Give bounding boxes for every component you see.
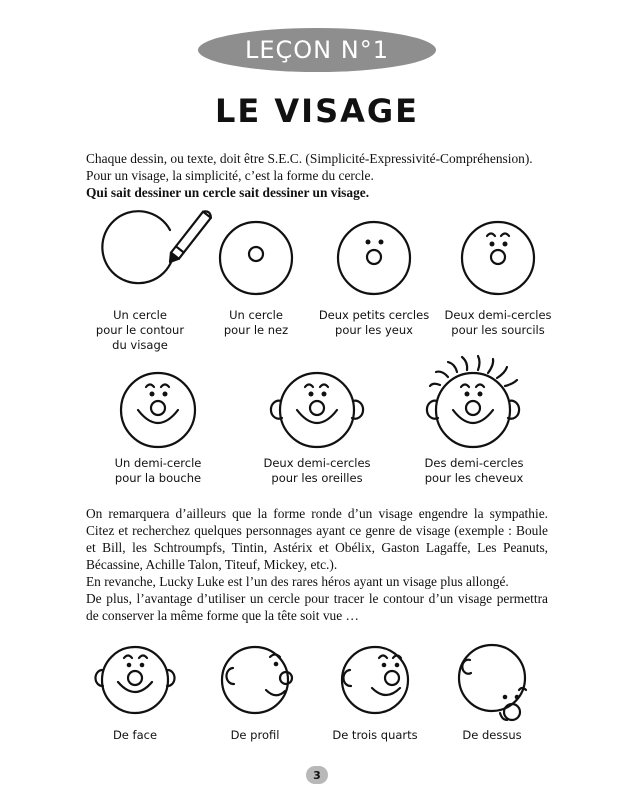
page-number: 3	[313, 768, 321, 782]
step-5-mouth-drawing	[121, 373, 195, 447]
view-top-caption: De dessus	[462, 728, 522, 742]
intro-line-3: Qui sait dessiner un cercle sait dessiner un visage.	[86, 185, 370, 200]
intro-line-1: Chaque dessin, ou texte, doit être S.E.C. (Simplicité-Expressivité-Compréhension).	[86, 151, 533, 166]
paragraph-1: On remarquera d’ailleurs que la forme ronde d’un visage engendre la sympathie. Citez et recherchez quelques personnages ayant ce genre de visage (exemple : Boule et Bill, les Schtroumpfs, Tintin, Astérix et Obélix, Gaston Lagaffe, Les Peanuts, Bécassine, Achille Talon, Titeuf, Mickey, etc.).	[86, 506, 548, 572]
page-title: LE VISAGE	[215, 92, 419, 130]
view-three-quarter-drawing	[342, 647, 408, 713]
paragraph-2: En revanche, Lucky Luke est l’un des rares héros ayant un visage plus allongé.	[86, 574, 509, 589]
step-1-caption: Un cercle pour le contour du visage	[95, 308, 185, 352]
page-number-badge	[306, 766, 328, 784]
step-6-ears-drawing	[271, 373, 363, 447]
view-profile-drawing	[222, 647, 292, 713]
step-2-nose-drawing	[220, 222, 292, 294]
step-4-eyebrows-drawing	[462, 222, 534, 294]
view-profile-caption: De profil	[230, 728, 280, 742]
step-3-caption: Deux petits cercles pour les yeux	[318, 308, 430, 337]
step-3-eyes-drawing	[338, 222, 410, 294]
view-top-drawing	[459, 645, 526, 720]
body-paragraph	[86, 505, 548, 624]
step-1-outline-drawing	[102, 209, 212, 283]
view-front-drawing	[95, 647, 174, 713]
lesson-label: LEÇON N°1	[245, 36, 389, 64]
step-5-caption: Un demi-cercle pour la bouche	[114, 456, 202, 485]
paragraph-3: De plus, l’avantage d’utiliser un cercle pour tracer le contour d’un visage permettra de conserver la même forme que la tête soit vue …	[86, 591, 548, 623]
step-7-caption: Des demi-cercles pour les cheveux	[424, 456, 524, 485]
step-7-hair-drawing	[427, 356, 519, 447]
view-front-caption: De face	[112, 728, 158, 742]
step-2-caption: Un cercle pour le nez	[223, 308, 289, 337]
intro-line-2: Pour un visage, la simplicité, c’est la forme du cercle.	[86, 168, 374, 183]
view-three-quarter-caption: De trois quarts	[332, 728, 418, 742]
step-4-caption: Deux demi-cercles pour les sourcils	[444, 308, 552, 337]
step-6-caption: Deux demi-cercles pour les oreilles	[263, 456, 371, 485]
